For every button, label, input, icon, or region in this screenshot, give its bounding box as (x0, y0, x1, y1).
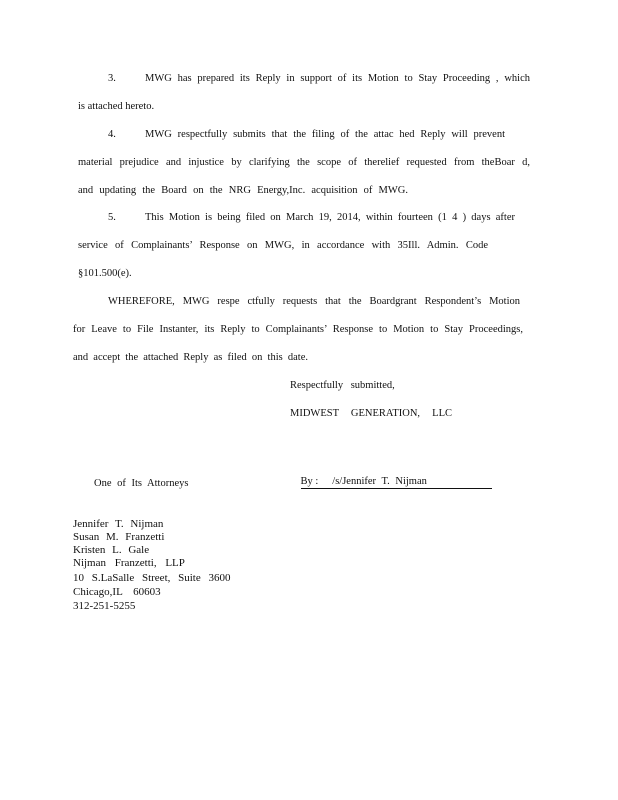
paragraph-3-line-2: is attached hereto. (78, 101, 155, 112)
wherefore-line-2: for Leave to File Instanter, its Reply to Complainants’ Response to Motion to Stay Proceedings, (73, 324, 523, 335)
wherefore-line-3: and accept the attached Reply as filed on this date. (73, 352, 308, 363)
paragraph-5-line-1: This Motion is being filed on March 19, 2014, within fourteen (1 4 ) days after (145, 212, 515, 223)
address-line: Jennifer T. Nijman (73, 518, 164, 530)
paragraph-5-line-2: service of Complainants’ Response on MWG, in accordance with 35Ill. Admin. Code (78, 240, 488, 251)
company-name: MIDWEST GENERATION, LLC (290, 408, 452, 419)
signature-name: /s/Jennifer T. Nijman (318, 475, 492, 489)
address-line: 312-251-5255 (73, 600, 136, 612)
address-line: Susan M. Franzetti (73, 531, 165, 543)
attorney-role: One of Its Attorneys (94, 478, 189, 489)
paragraph-4-line-3: and updating the Board on the NRG Energy,Inc. acquisition of MWG. (78, 185, 408, 196)
paragraph-4-line-1: MWG respectfully submits that the filing of the attac hed Reply will prevent (145, 129, 505, 140)
paragraph-5-number: 5. (108, 212, 116, 223)
paragraph-4-number: 4. (108, 129, 116, 140)
address-line: 10 S.LaSalle Street, Suite 3600 (73, 572, 231, 584)
paragraph-5-line-3: §101.500(e). (78, 268, 132, 279)
paragraph-3-line-1: MWG has prepared its Reply in support of its Motion to Stay Proceeding , which (145, 73, 530, 84)
paragraph-4-line-2: material prejudice and injustice by clarifying the scope of therelief requested from theBoar d, (78, 157, 530, 168)
closing-text: Respectfully submitted, (290, 380, 395, 391)
signature-line (290, 462, 492, 502)
address-line: Kristen L. Gale (73, 544, 150, 556)
address-line: Chicago,IL 60603 (73, 586, 161, 598)
wherefore-line-1: WHEREFORE, MWG respe ctfully requests that the Boardgrant Respondent’s Motion (108, 296, 520, 307)
paragraph-3-number: 3. (108, 73, 116, 84)
address-line: Nijman Franzetti, LLP (73, 557, 185, 569)
signature-by-label: By : (300, 476, 319, 487)
